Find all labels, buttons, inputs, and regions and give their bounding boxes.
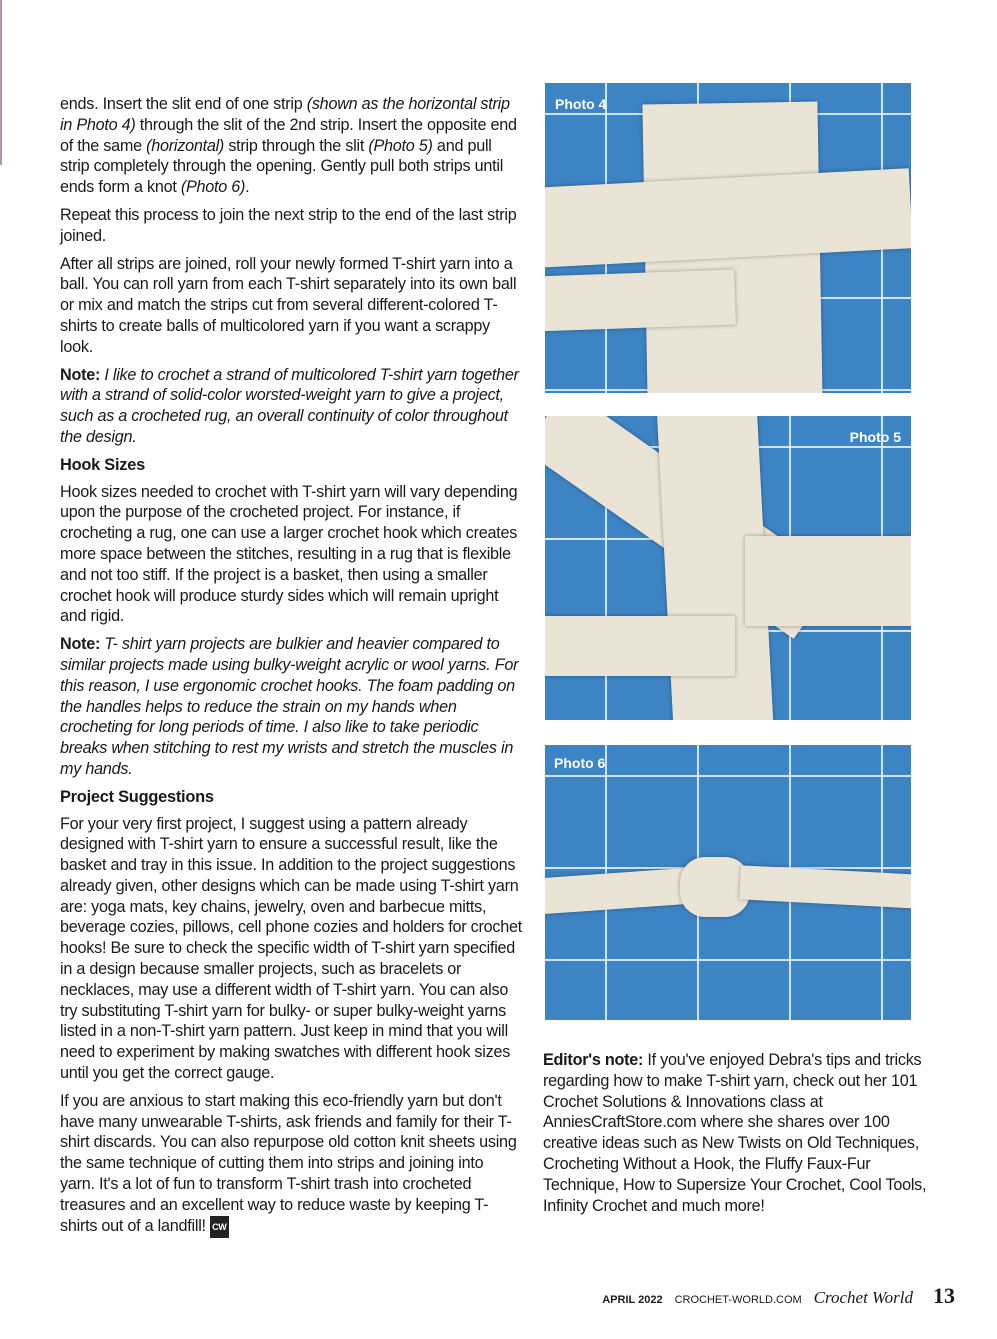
- paragraph-project-suggestions: For your very first project, I suggest using a pattern already designed with T-shirt yarn to ensure a successful result, like the basket and tray in this issue. In addition to the project suggestions already given, other designs which can be made using T-shirt yarn are: yoga mats, key chains, jewelry, oven and barbecue mitts, beverage cozies, pillows, cell phone cozies and holders for crochet hooks! Be sure to check the specific width of T-shirt yarn specified in a design because smaller projects, such as bracelets or necklaces, may use a different width of T-shirt yarn. You can also try substituting T-shirt yarn for bulky- or super bulky-weight yarns listed in a non-T-shirt yarn pattern. Just keep in mind that you will need to experiment by making swatches with different hook sizes until you get the correct gauge.: [60, 814, 522, 1083]
- page-edge-marker: [0, 0, 2, 165]
- text: .: [245, 178, 250, 197]
- page-number: 13: [933, 1283, 955, 1308]
- strip-left: [545, 616, 735, 676]
- magazine-name: Crochet World: [813, 1288, 913, 1307]
- text: (Photo 5): [368, 136, 433, 155]
- text: (horizontal): [146, 136, 225, 155]
- editors-note: [543, 1050, 928, 1216]
- text: through the slit of the 2nd strip. Insert the opposite end of the same: [60, 115, 517, 155]
- paragraph-roll-ball: After all strips are joined, roll your newly formed T-shirt yarn into a ball. You can roll yarn from each T-shirt separately into its own ball or mix and match the strips cut from several different-colored T-shirts to create balls of multicolored yarn if you want a scrappy look.: [60, 254, 517, 356]
- website: CROCHET-WORLD.COM: [674, 1294, 802, 1306]
- paragraph-closing: [60, 1091, 522, 1239]
- text: strip through the slit: [224, 136, 369, 155]
- note-text: I like to crochet a strand of multicolored T-shirt yarn together with a strand of solid-color worsted-weight yarn to give a project, such as a crocheted rug, an overall continuity of color throughout the design.: [60, 365, 519, 446]
- strip-horizontal: [545, 168, 911, 268]
- strip-right: [745, 536, 911, 626]
- end-mark-icon: CW: [210, 1216, 229, 1239]
- heading-hook-sizes: Hook Sizes: [60, 455, 145, 474]
- paragraph-repeat: Repeat this process to join the next strip to the end of the last strip joined.: [60, 205, 517, 245]
- left-article-column: [60, 94, 522, 1245]
- photo-label: Photo 4: [555, 96, 607, 112]
- page-footer: [602, 1283, 955, 1309]
- text: ends. Insert the slit end of one strip: [60, 95, 307, 113]
- photo-label: Photo 6: [554, 755, 606, 771]
- photo-6: [545, 745, 911, 1020]
- strip-left: [545, 867, 696, 914]
- note-label: Note:: [60, 365, 101, 384]
- photo-5: [545, 416, 911, 720]
- text: If you are anxious to start making this eco-friendly yarn but don't have many unwearable T-shirts, ask friends and family for their T-shirt discards. You can also repurpose old cotton knit sheets using the same technique of cutting them into strips and joining into yarn. It's a lot of fun to transform T-shirt trash into crocheted treasures and an excellent way to reduce waste by keeping T-shirts out of a landfill!: [60, 1091, 517, 1235]
- note-text: T- shirt yarn projects are bulkier and heavier compared to similar projects made using bulky-weight acrylic or wool yarns. For this reason, I use ergonomic crochet hooks. The foam padding on the handles helps to reduce the strain on my hands when crocheting for long periods of time. I also like to take periodic breaks when stitching to rest my wrists and stretch the muscles in my hands.: [60, 635, 519, 778]
- text: and pull strip completely through the opening. Gently pull both strips until ends form a knot: [60, 136, 504, 197]
- paragraph-joining-strips: [60, 94, 522, 198]
- text: (shown as the horizontal strip in Photo 4): [60, 95, 510, 134]
- note-multicolored: [60, 365, 522, 448]
- note-ergonomic: [60, 634, 522, 780]
- paragraph-hook-sizes: Hook sizes needed to crochet with T-shirt yarn will vary depending upon the purpose of the crocheted project. For instance, if crocheting a rug, one can use a larger crochet hook which creates more space between the stitches, resulting in a rug that is flexible and not too stiff. If the project is a basket, then using a smaller crochet hook will produce sturdy sides which will remain upright and rigid.: [60, 482, 518, 626]
- strip-right: [739, 865, 911, 908]
- photo-label: Photo 5: [849, 429, 901, 445]
- photo-4: [545, 83, 911, 393]
- editors-note-label: Editor's note:: [543, 1051, 644, 1069]
- strip-slit-end: [545, 270, 736, 332]
- issue-date: APRIL 2022: [602, 1294, 663, 1306]
- editors-note-text: If you've enjoyed Debra's tips and tricks regarding how to make T-shirt yarn, check out her 101 Crochet Solutions & Innovations class at AnniesCraftStore.com where she shares over 100 creative ideas such as New Twists on Old Techniques, Crocheting Without a Hook, the Fluffy Faux-Fur Technique, How to Supersize Your Crochet, Cool Tools, Infinity Crochet and much more!: [543, 1051, 927, 1215]
- note-label: Note:: [60, 635, 101, 654]
- heading-project-suggestions: Project Suggestions: [60, 787, 214, 806]
- text: (Photo 6): [180, 178, 246, 197]
